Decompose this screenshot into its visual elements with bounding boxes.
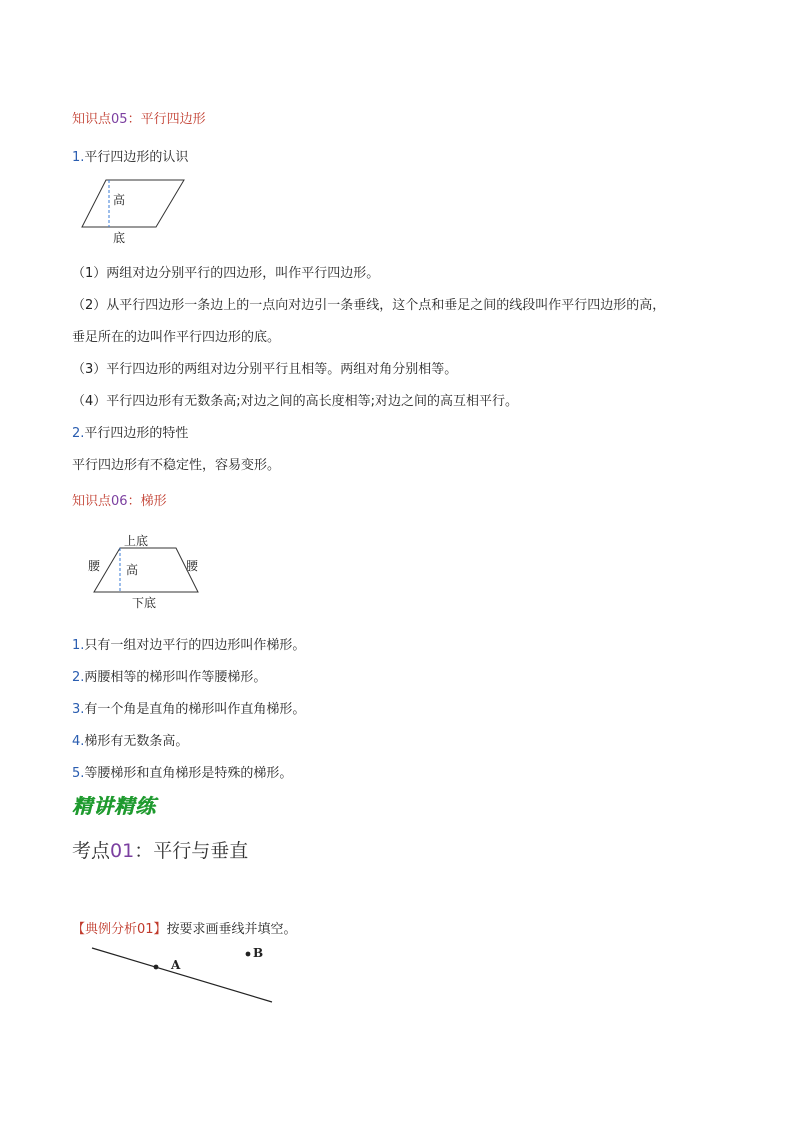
- section-heading-05: [72, 108, 206, 127]
- subheading-title: 平行四边形的特性: [84, 426, 189, 441]
- heading-number: 05: [111, 112, 128, 127]
- definition-item-2-cont: 垂足所在的边叫作平行四边形的底。: [72, 330, 281, 345]
- subheading-number: 2.: [72, 426, 85, 441]
- item-text: 等腰梯形和直角梯形是特殊的梯形。: [84, 766, 293, 781]
- trapezoid-item-3: [72, 698, 305, 717]
- heading-number: 06: [111, 494, 128, 509]
- trapezoid-item-5: [72, 762, 292, 781]
- point-a-label: A: [171, 958, 181, 972]
- item-text: 梯形有无数条高。: [84, 734, 189, 749]
- example-text: 按要求画垂线并填空。: [166, 922, 297, 937]
- subheading-parallelogram-recognition: [72, 146, 188, 165]
- definition-item-2: （2）从平行四边形一条边上的一点向对边引一条垂线，这个点和垂足之间的线段叫作平行四边形的高，: [72, 298, 666, 313]
- heading-prefix: 知识点: [72, 494, 112, 509]
- definition-item-1: （1）两组对边分别平行的四边形，叫作平行四边形。: [72, 266, 380, 281]
- point-b-label: B: [253, 946, 264, 960]
- trapezoid-item-1: [72, 634, 305, 653]
- height-label: 高: [113, 193, 126, 207]
- top-base-label: 上底: [124, 534, 149, 548]
- height-label: 高: [126, 563, 139, 577]
- trapezoid-figure: [86, 528, 206, 614]
- item-number: 2.: [72, 670, 85, 685]
- heading-title: ：梯形: [127, 494, 167, 509]
- perpendicular-exercise-figure: [88, 942, 278, 1008]
- trapezoid-item-4: [72, 730, 188, 749]
- exam-point-heading: [72, 836, 248, 863]
- subheading-number: 1.: [72, 150, 85, 165]
- section-heading-06: [72, 490, 167, 509]
- parallelogram-figure: [78, 175, 188, 247]
- section-banner: 精讲精练: [72, 794, 156, 818]
- item-number: 4.: [72, 734, 85, 749]
- item-text: 只有一组对边平行的四边形叫作梯形。: [84, 638, 306, 653]
- right-leg-label: 腰: [186, 559, 199, 573]
- subheading-parallelogram-property: [72, 422, 188, 441]
- property-text: 平行四边形有不稳定性，容易变形。: [72, 458, 281, 473]
- trapezoid-item-2: [72, 666, 266, 685]
- definition-item-4: （4）平行四边形有无数条高;对边之间的高长度相等;对边之间的高互相平行。: [72, 394, 519, 409]
- definition-item-3: （3）平行四边形的两组对边分别平行且相等。两组对角分别相等。: [72, 362, 458, 377]
- item-text: 两腰相等的梯形叫作等腰梯形。: [84, 670, 267, 685]
- base-label: 底: [113, 231, 126, 245]
- item-number: 5.: [72, 766, 85, 781]
- left-leg-label: 腰: [88, 559, 101, 573]
- item-text: 有一个角是直角的梯形叫作直角梯形。: [84, 702, 306, 717]
- example-prompt: [72, 918, 297, 937]
- exam-point-title: ：平行与垂直: [134, 840, 249, 862]
- item-number: 1.: [72, 638, 85, 653]
- exam-point-prefix: 考点: [72, 840, 111, 862]
- bottom-base-label: 下底: [132, 596, 157, 610]
- heading-prefix: 知识点: [72, 112, 112, 127]
- item-number: 3.: [72, 702, 85, 717]
- example-label: 【典例分析01】: [72, 922, 167, 937]
- subheading-title: 平行四边形的认识: [84, 150, 189, 165]
- exam-point-number: 01: [110, 840, 135, 862]
- heading-title: ：平行四边形: [127, 112, 206, 127]
